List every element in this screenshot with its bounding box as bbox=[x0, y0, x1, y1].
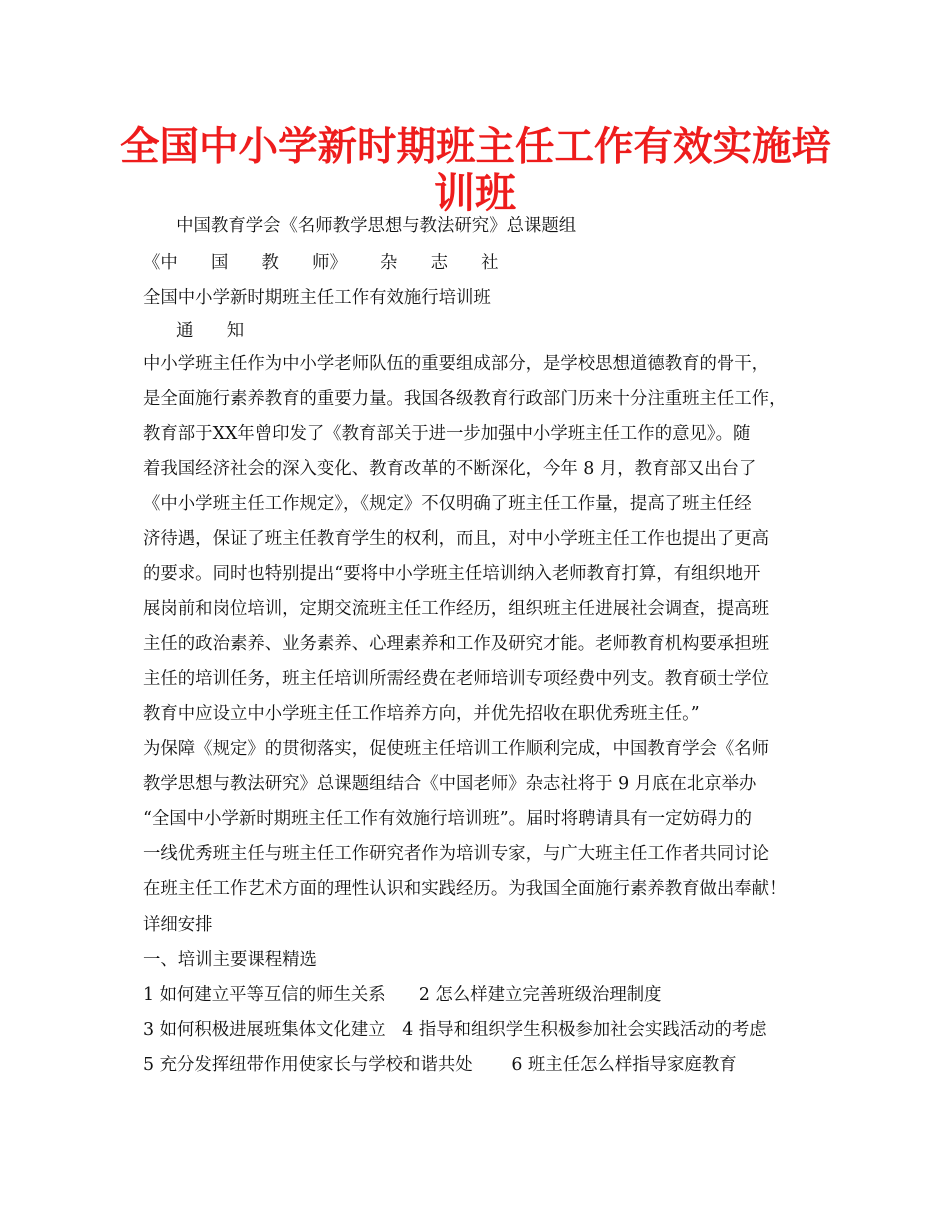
program-name-line: 全国中小学新时期班主任工作有效施行培训班 bbox=[143, 288, 491, 308]
body-line: 教育部于XX年曾印发了《教育部关于进一步加强中小学班主任工作的意见》。随 bbox=[143, 424, 751, 444]
body-line: “全国中小学新时期班主任工作有效施行培训班”。届时将聘请具有一定妨碍力的 bbox=[143, 809, 753, 829]
arrangement-heading: 详细安排 bbox=[143, 915, 213, 935]
body-line: 着我国经济社会的深入变化、教育改革的不断深化，今年 8 月，教育部又出台了 bbox=[143, 459, 757, 479]
body-line: 济待遇，保证了班主任教育学生的权利，而且，对中小学班主任工作也提出了更高 bbox=[143, 529, 770, 549]
body-line: 展岗前和岗位培训，定期交流班主任工作经历，组织班主任进展社会调查，提高班 bbox=[143, 599, 770, 619]
course-line: 5 充分发挥纽带作用使家长与学校和谐共处 6 班主任怎么样指导家庭教育 bbox=[143, 1055, 737, 1075]
body-line: 《中小学班主任工作规定》，《规定》不仅明确了班主任工作量，提高了班主任经 bbox=[143, 494, 752, 514]
organizer-line: 中国教育学会《名师教学思想与教法研究》总课题组 bbox=[143, 216, 577, 236]
body-line: 一线优秀班主任与班主任工作研究者作为培训专家，与广大班主任工作者共同讨论 bbox=[143, 844, 770, 864]
body-line: 为保障《规定》的贯彻落实，促使班主任培训工作顺利完成，中国教育学会《名师 bbox=[143, 739, 770, 759]
body-line: 的要求。同时也特别提出“要将中小学班主任培训纳入老师教育打算，有组织地开 bbox=[143, 564, 761, 584]
body-line: 教学思想与教法研究》总课题组结合《中国老师》杂志社将于 9 月底在北京举办 bbox=[143, 774, 757, 794]
title-line-2: 训班 bbox=[434, 169, 516, 217]
notice-heading: 通 知 bbox=[143, 321, 245, 341]
body-line: 主任的政治素养、业务素养、心理素养和工作及研究才能。老师教育机构要承担班 bbox=[143, 634, 770, 654]
body-line: 教育中应设立中小学班主任工作培养方向，并优先招收在职优秀班主任。” bbox=[143, 704, 700, 724]
body-line: 在班主任工作艺术方面的理性认识和实践经历。为我国全面施行素养教育做出奉献！ bbox=[143, 879, 787, 899]
body-line: 是全面施行素养教育的重要力量。我国各级教育行政部门历来十分注重班主任工作， bbox=[143, 389, 787, 409]
body-line: 中小学班主任作为中小学老师队伍的重要组成部分，是学校思想道德教育的骨干， bbox=[143, 354, 770, 374]
body-line: 主任的培训任务，班主任培训所需经费在老师培训专项经费中列支。教育硕士学位 bbox=[143, 669, 770, 689]
course-line: 1 如何建立平等互信的师生关系 2 怎么样建立完善班级治理制度 bbox=[143, 985, 662, 1005]
magazine-line: 《中 国 教 师》 杂 志 社 bbox=[143, 253, 499, 273]
title-line-1: 全国中小学新时期班主任工作有效实施培 bbox=[120, 124, 831, 170]
course-line: 3 如何积极进展班集体文化建立 4 指导和组织学生积极参加社会实践活动的考虑 bbox=[143, 1020, 767, 1040]
section-heading: 一、培训主要课程精选 bbox=[143, 950, 317, 970]
